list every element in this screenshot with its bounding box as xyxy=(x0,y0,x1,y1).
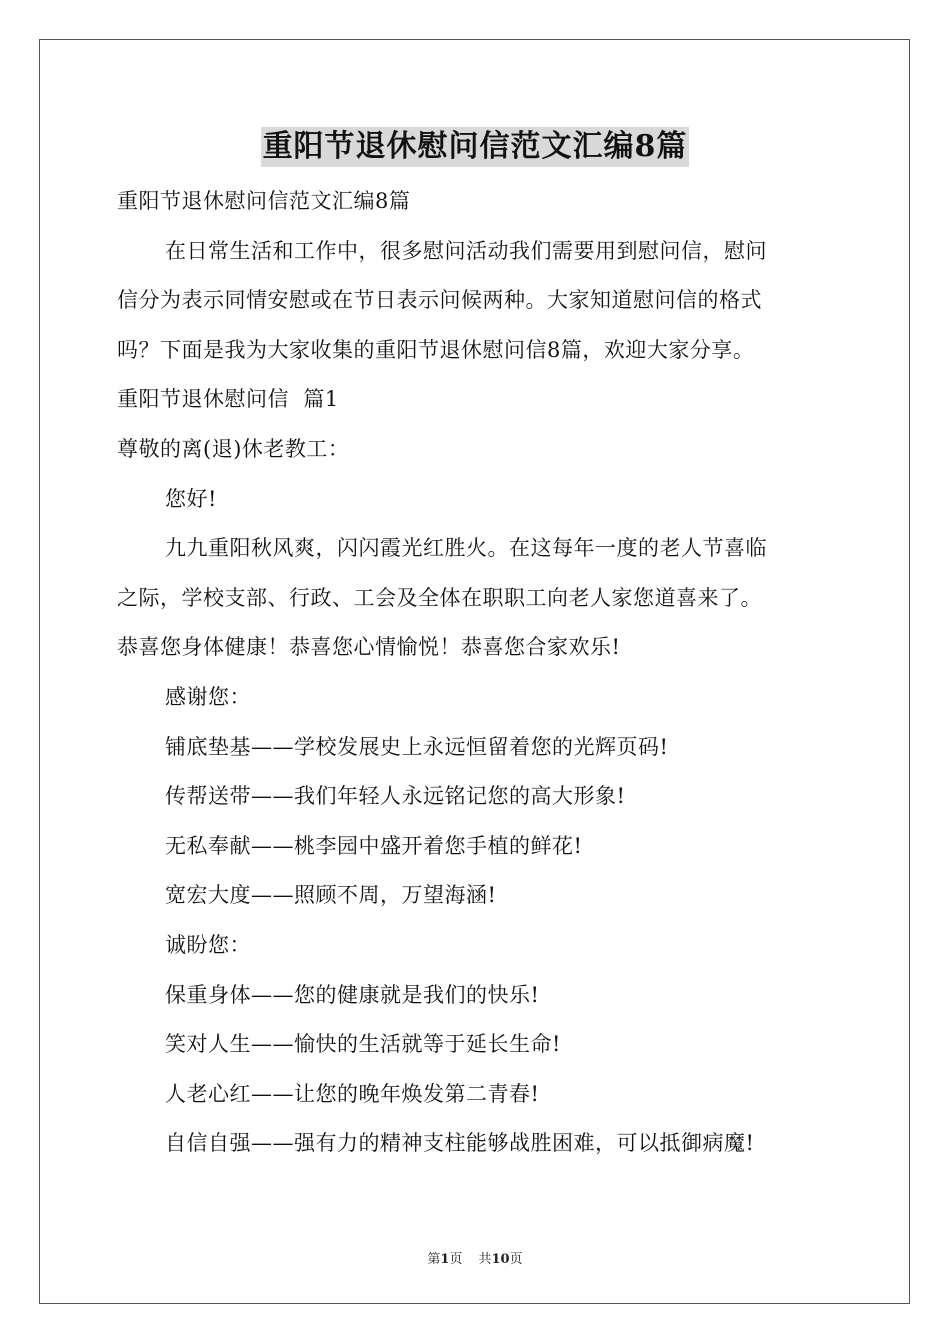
hope-heading: 诚盼您： xyxy=(165,932,251,957)
thanks-item: 宽宏大度——照顾不周，万望海涵! xyxy=(165,883,497,908)
thanks-item: 无私奉献——桃李园中盛开着您手植的鲜花! xyxy=(165,833,583,858)
total-prefix: 共 xyxy=(478,1252,492,1267)
thanks-item: 传帮送带——我们年轻人永远铭记您的高大形象! xyxy=(165,784,626,809)
thanks-heading: 感谢您： xyxy=(165,684,251,709)
hope-item: 自信自强——强有力的精神支柱能够战胜困难，可以抵御病魔! xyxy=(165,1131,755,1156)
hope-item: 人老心红——让您的晚年焕发第二青春! xyxy=(165,1081,540,1106)
page-total: 10 xyxy=(491,1252,510,1267)
intro-line-2: 信分为表示同情安慰或在节日表示问候两种。大家知道慰问信的格式 xyxy=(117,288,762,313)
paragraph-line-1: 九九重阳秋风爽，闪闪霞光红胜火。在这每年一度的老人节喜临 xyxy=(165,536,767,561)
greeting: 您好! xyxy=(165,486,217,511)
paragraph-line-3: 恭喜您身体健康！恭喜您心情愉悦！恭喜您合家欢乐! xyxy=(117,635,621,660)
document-title-text: 重阳节退休慰问信范文汇编8篇 xyxy=(261,127,690,167)
intro-line-1: 在日常生活和工作中，很多慰问活动我们需要用到慰问信，慰问 xyxy=(165,238,767,263)
document-title xyxy=(0,126,950,167)
hope-item: 保重身体——您的健康就是我们的快乐! xyxy=(165,982,540,1007)
thanks-item: 铺底垫基——学校发展史上永远恒留着您的光辉页码! xyxy=(165,734,669,759)
intro-line-3: 吗？下面是我为大家收集的重阳节退休慰问信8篇，欢迎大家分享。 xyxy=(117,337,755,362)
page-footer xyxy=(0,1248,950,1267)
document-subtitle: 重阳节退休慰问信范文汇编8篇 xyxy=(117,189,411,213)
page-current: 1 xyxy=(440,1252,450,1267)
page-prefix: 第 xyxy=(427,1252,441,1267)
page-suffix: 页 xyxy=(449,1252,463,1267)
paragraph-line-2: 之际，学校支部、行政、工会及全体在职职工向老人家您道喜来了。 xyxy=(117,585,762,610)
hope-item: 笑对人生——愉快的生活就等于延长生命! xyxy=(165,1032,561,1057)
salutation: 尊敬的离(退)休老教工： xyxy=(117,436,350,461)
section-heading: 重阳节退休慰问信 篇1 xyxy=(117,387,339,412)
total-suffix: 页 xyxy=(509,1252,523,1267)
document-body xyxy=(117,177,837,1169)
